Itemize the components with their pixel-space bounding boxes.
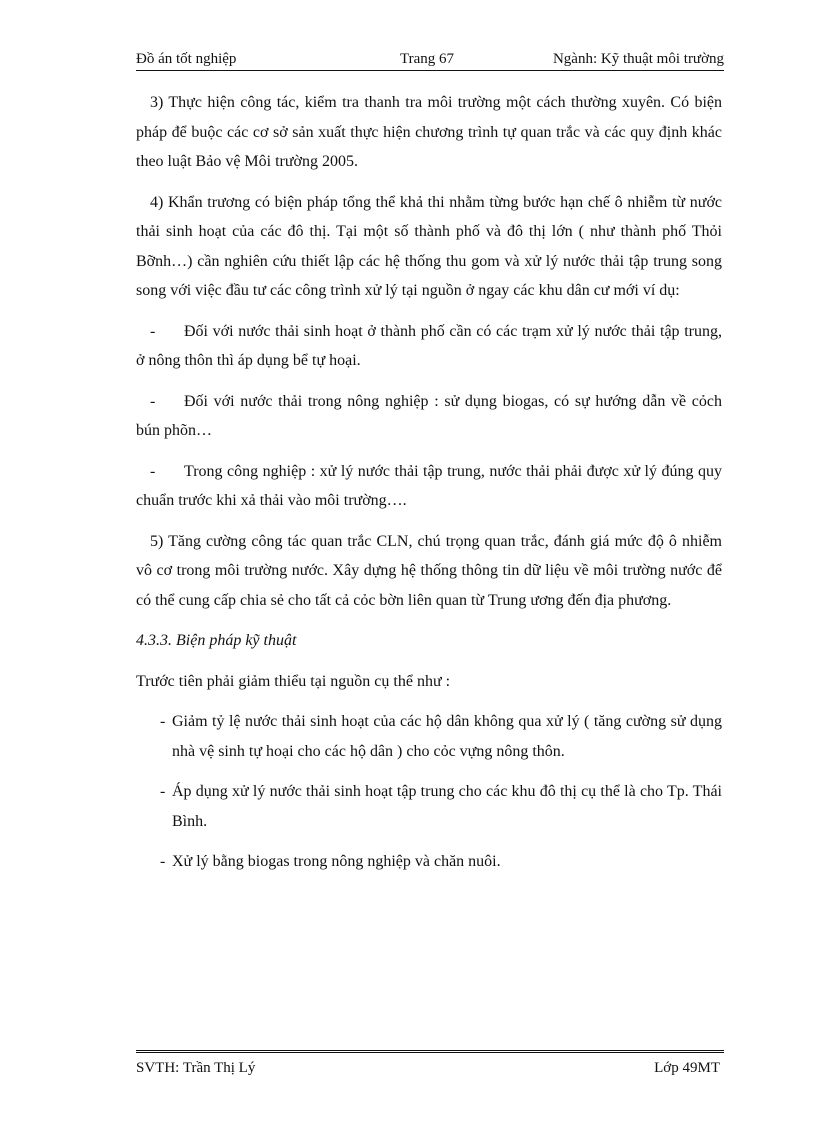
page-body (136, 88, 722, 888)
intro-paragraph: Trước tiên phải giảm thiểu tại nguồn cụ thể như : (136, 672, 451, 690)
bullet-text: Xử lý bằng biogas trong nông nghiệp và chăn nuôi. (172, 853, 501, 870)
footer-student-name: SVTH: Trần Thị Lý (136, 1060, 256, 1076)
dash-marker: - (160, 713, 166, 730)
bullet-text: Áp dụng xử lý nước thải sinh hoạt tập trung cho các khu đô thị cụ thể là cho Tp. Thái Bình. (172, 783, 722, 830)
dash-marker: - (150, 392, 156, 410)
paragraph-3: 3) Thực hiện công tác, kiểm tra thanh tra môi trường một cách thường xuyên. Có biện pháp để buộc các cơ sở sản xuất thực hiện chương trình tự quan trắc và các quy định khác theo luật Bảo vệ Môi trường 2005. (136, 94, 722, 170)
list-item-text: Trong công nghiệp : xử lý nước thải tập trung, nước thải phải được xử lý đúng quy chuẩn trước khi xả thải vào môi trường…. (136, 462, 722, 509)
list-item (136, 317, 722, 376)
dash-marker: - (160, 783, 166, 800)
dash-marker: - (150, 462, 156, 480)
paragraph-4: 4) Khẩn trương có biện pháp tổng thể khả thi nhằm từng bước hạn chế ô nhiễm từ nước thải sinh hoạt của các đô thị. Tại một số thành phố và đô thị lớn ( như thành phố Thỏi Bỡnh…) cần nghiên cứu thiết lập các hệ thống thu gom và xử lý nước thải tập trung song song với việc đầu tư các công trình xử lý tại nguồn ở ngay các khu dân cư mới ví dụ: (136, 193, 722, 299)
page-footer (136, 1050, 724, 1079)
dash-marker: - (160, 853, 166, 870)
bullet-item (136, 777, 722, 836)
bullet-item (136, 707, 722, 766)
bullet-text: Giảm tỷ lệ nước thải sinh hoạt của các hộ dân không qua xử lý ( tăng cường sử dụng nhà vệ sinh tự hoại cho các hộ dân ) cho cỏc vựng nông thôn. (172, 713, 722, 760)
paragraph-5: 5) Tăng cường công tác quan trắc CLN, chú trọng quan trắc, đánh giá mức độ ô nhiễm vô cơ trong môi trường nước. Xây dựng hệ thống thông tin dữ liệu về môi trường nước để có thể cung cấp chia sẻ cho tất cả cỏc bờn liên quan từ Trung ương đến địa phương. (136, 532, 722, 609)
header-thesis-label: Đồ án tốt nghiệp (136, 51, 237, 67)
header-page-number: Trang 67 (400, 51, 455, 67)
bullet-item (136, 847, 722, 877)
dash-marker: - (150, 322, 156, 340)
header-major-label: Ngành: Kỹ thuật môi trường (552, 51, 724, 67)
list-item (136, 387, 722, 446)
list-item (136, 457, 722, 516)
list-item-text: Đối với nước thải sinh hoạt ở thành phố cần có các trạm xử lý nước thải tập trung, ở nông thôn thì áp dụng bể tự hoại. (136, 322, 722, 369)
page-header (136, 48, 724, 71)
section-heading: 4.3.3. Biện pháp kỹ thuật (136, 632, 297, 649)
list-item-text: Đối với nước thải trong nông nghiệp : sử dụng biogas, có sự hướng dẫn về cỏch bún phõn… (136, 392, 722, 439)
footer-class-label: Lớp 49MT (654, 1060, 720, 1076)
